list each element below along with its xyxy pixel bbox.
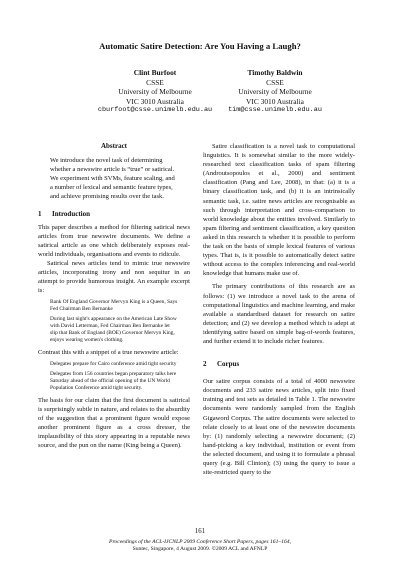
example-body: During last night's appearance on the American Late Show with David Letterman, Fed Chairman Ben Bernanke let slip that Bank of England (BOE) Governor Mervyn King, enjoys wearing women's clothing.	[50, 316, 177, 343]
intro-paragraph: This paper describes a method for filtering satirical news articles from true newswire documents. We define a satirical article as one which deliberately exposes real-world individuals, organisations and events to ridicule.	[38, 223, 190, 258]
section-heading-corpus	[203, 360, 355, 369]
page-number: 161	[194, 528, 206, 535]
author-email: tim@csse.unimelb.edu.au	[228, 106, 322, 115]
example-body: Delegates from 156 countries began preparatory talks here Saturday ahead of the official opening of the UN World Population Conference amid tight security.	[50, 370, 177, 391]
corpus-paragraph: Our satire corpus consists of a total of 4000 newswire documents and 233 satire news articles, split into fixed training and test sets as detailed in Table 1. The newswire documents were randomly sampled from the English Gigaword Corpus. The satire documents were selected to relate closely to at least one of the newswire documents by: (1) randomly selecting a newswire document; (2) hand-picking a key individual, institution or event from the selected document, and using it to formulate a phrasal query (e.g. Bill Clinton); (3) using the query to issue a site-restricted query to the	[203, 378, 355, 477]
author-name: Timothy Baldwin	[247, 68, 303, 77]
author-address: VIC 3010 Australia	[126, 96, 184, 106]
author-address: VIC 3010 Australia	[246, 96, 304, 106]
example-headline: Bank Of England Governor Mervyn King is a Queen, Says Fed Chairman Ben Bernanke	[50, 299, 178, 313]
newswire-example	[50, 361, 178, 392]
section-title: Corpus	[217, 360, 240, 369]
author-email: cburfoot@csse.unimelb.edu.au	[97, 106, 213, 115]
section-number: 2	[203, 360, 207, 369]
author-dept: CSSE	[266, 77, 284, 87]
example-headline: Delegates prepare for Cairo conference amid tight security	[50, 360, 177, 367]
paper-title: Automatic Satire Detection: Are You Having a Laugh?	[99, 41, 301, 51]
body-paragraph: The primary contributions of this research are as follows: (1) we introduce a novel task to the arena of computational linguistics and machine learning, and make available a standardised dataset for research on satire detection; and (2) we develop a method which is adept at identifying satire based on simple bag-of-words features, and further extend it to include richer features.	[203, 283, 355, 345]
left-column	[38, 142, 190, 450]
intro-paragraph: The basis for our claim that the first document is satirical is surprisingly subtle in nature, and relates to the absurdity of the suggestion that a prominent figure would expose another prominent figure as a cross dresser, the implausibility of this story appearing in a reputable news source, and the pun on the name (King being a Queen).	[38, 396, 190, 450]
section-number: 1	[38, 209, 42, 218]
contrast-text: Contrast this with a snippet of a true newswire article:	[38, 348, 179, 356]
abstract-text: We introduce the novel task of determining whether a newswire article is “true” or satirical. We experiment with SVMs, feature scaling, and a number of lexical and semantic feature types, and achieve promising results over the task.	[50, 157, 175, 201]
intro-paragraph: Satirical news articles tend to mimic true newswire articles, incorporating irony and non sequitur in an attempt to provide humorous insight. An example excerpt is:	[38, 260, 190, 295]
page-footer	[0, 528, 400, 553]
author-univ: University of Melbourne	[238, 87, 312, 97]
section-heading-introduction	[38, 210, 190, 219]
body-paragraph: Satire classification is a novel task to computational linguistics. It is somewhat similar to the more widely-researched text classification tasks of spam filtering (Androutsopoulos et al., 2000) and sentiment classification (Pang and Lee, 2008), in that: (a) it is a binary classification task, and (b) it is an intrinsically semantic task, i.e. satire news articles are recognisable as such through interpretation and cross-comparison to world knowledge about the entities involved. Similarly to spam filtering and sentiment classification, a key question asked in this research is whether it is possible to perform the task on the basis of simple lexical features of various types. That is, is it possible to automatically detect satire without access to the complex inferencing and real-world knowledge that humans make use of.	[203, 143, 355, 278]
author-dept: CSSE	[146, 77, 164, 87]
author-block-2	[195, 68, 355, 116]
right-column	[203, 142, 355, 477]
author-name: Clint Burfoot	[133, 68, 177, 77]
section-title: Introduction	[52, 209, 90, 218]
abstract-heading: Abstract	[100, 142, 128, 150]
footer-copyright: Suntec, Singapore, 4 August 2009. ©2009 ACL and AFNLP	[132, 546, 268, 552]
footer-venue: Proceedings of the ACL-IJCNLP 2009 Conference Short Papers, pages 161–164,	[109, 539, 291, 545]
author-univ: University of Melbourne	[118, 87, 192, 97]
satire-example	[50, 299, 178, 343]
